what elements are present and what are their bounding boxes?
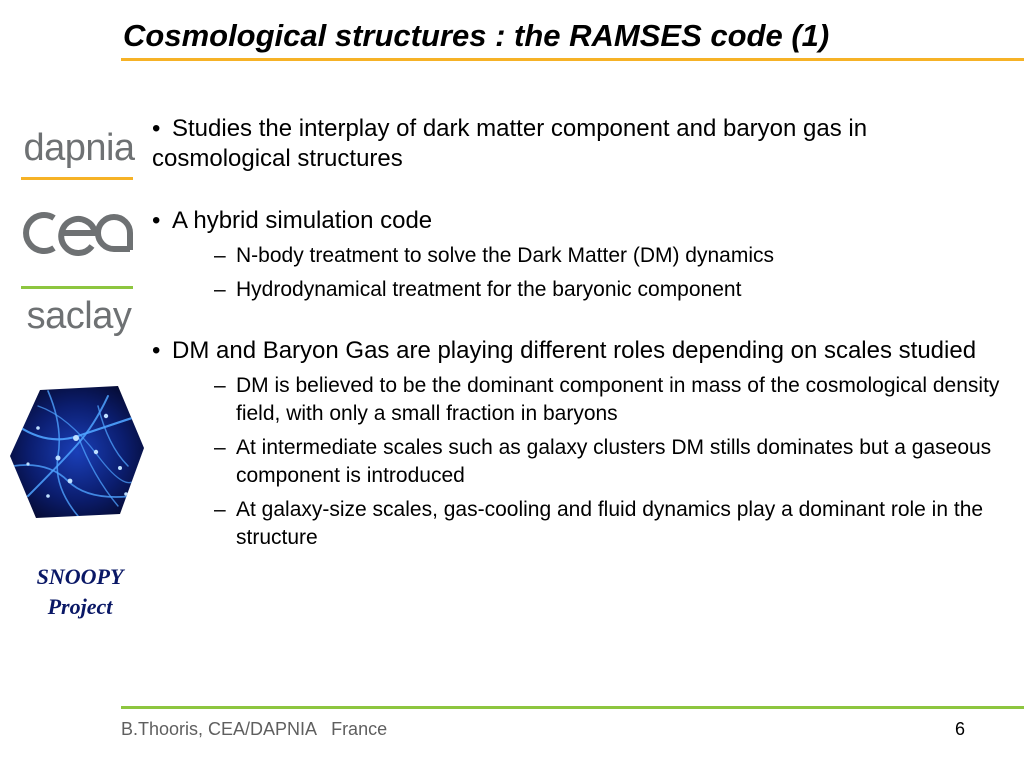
bullet-item [152, 114, 1012, 174]
sub-item [152, 496, 1012, 552]
project-caption-line1: SNOOPY [36, 564, 124, 589]
bullet-item [152, 336, 1012, 366]
sub-dash: – [214, 244, 226, 267]
bullet-dot: • [152, 207, 161, 234]
project-caption [18, 562, 142, 622]
slide-title: Cosmological structures : the RAMSES code (1) [123, 18, 830, 53]
sub-text: DM is believed to be the dominant component in mass of the cosmological density field, with only a small fraction in baryons [236, 374, 1000, 425]
sub-item [152, 242, 1012, 270]
sub-dash: – [214, 498, 226, 521]
sub-text: At galaxy-size scales, gas-cooling and fluid dynamics play a dominant role in the structure [236, 498, 984, 549]
cea-logo [20, 206, 134, 260]
bullet-dot: • [152, 115, 161, 142]
bullet-text: Studies the interplay of dark matter component and baryon gas in cosmological structures [152, 115, 868, 172]
sub-dash: – [214, 278, 226, 301]
bullet-text: DM and Baryon Gas are playing different roles depending on scales studied [172, 337, 977, 364]
bullet-text: A hybrid simulation code [172, 207, 433, 234]
sub-text: At intermediate scales such as galaxy clusters DM stills dominates but a gaseous component is introduced [236, 436, 992, 487]
page-number: 6 [954, 719, 965, 739]
dapnia-logo-underline [21, 177, 133, 180]
title-underline [121, 58, 1024, 61]
cosmological-simulation-image [8, 386, 146, 520]
bullet-dot: • [152, 337, 161, 364]
sub-dash: – [214, 374, 226, 397]
saclay-logo-overline [21, 286, 133, 289]
slide-body [152, 114, 1012, 552]
dapnia-logo: dapnia [23, 127, 135, 169]
sub-item [152, 434, 1012, 490]
sub-item [152, 276, 1012, 304]
footer-rule [121, 706, 1024, 709]
sub-item [152, 372, 1012, 428]
sub-dash: – [214, 436, 226, 459]
project-caption-line2: Project [47, 594, 113, 619]
sub-text: Hydrodynamical treatment for the baryonic component [236, 278, 742, 301]
saclay-logo: saclay [26, 295, 132, 337]
sub-text: N-body treatment to solve the Dark Matter (DM) dynamics [236, 244, 775, 267]
bullet-item [152, 206, 1012, 236]
footer-author: B.Thooris, CEA/DAPNIA France [121, 719, 388, 739]
